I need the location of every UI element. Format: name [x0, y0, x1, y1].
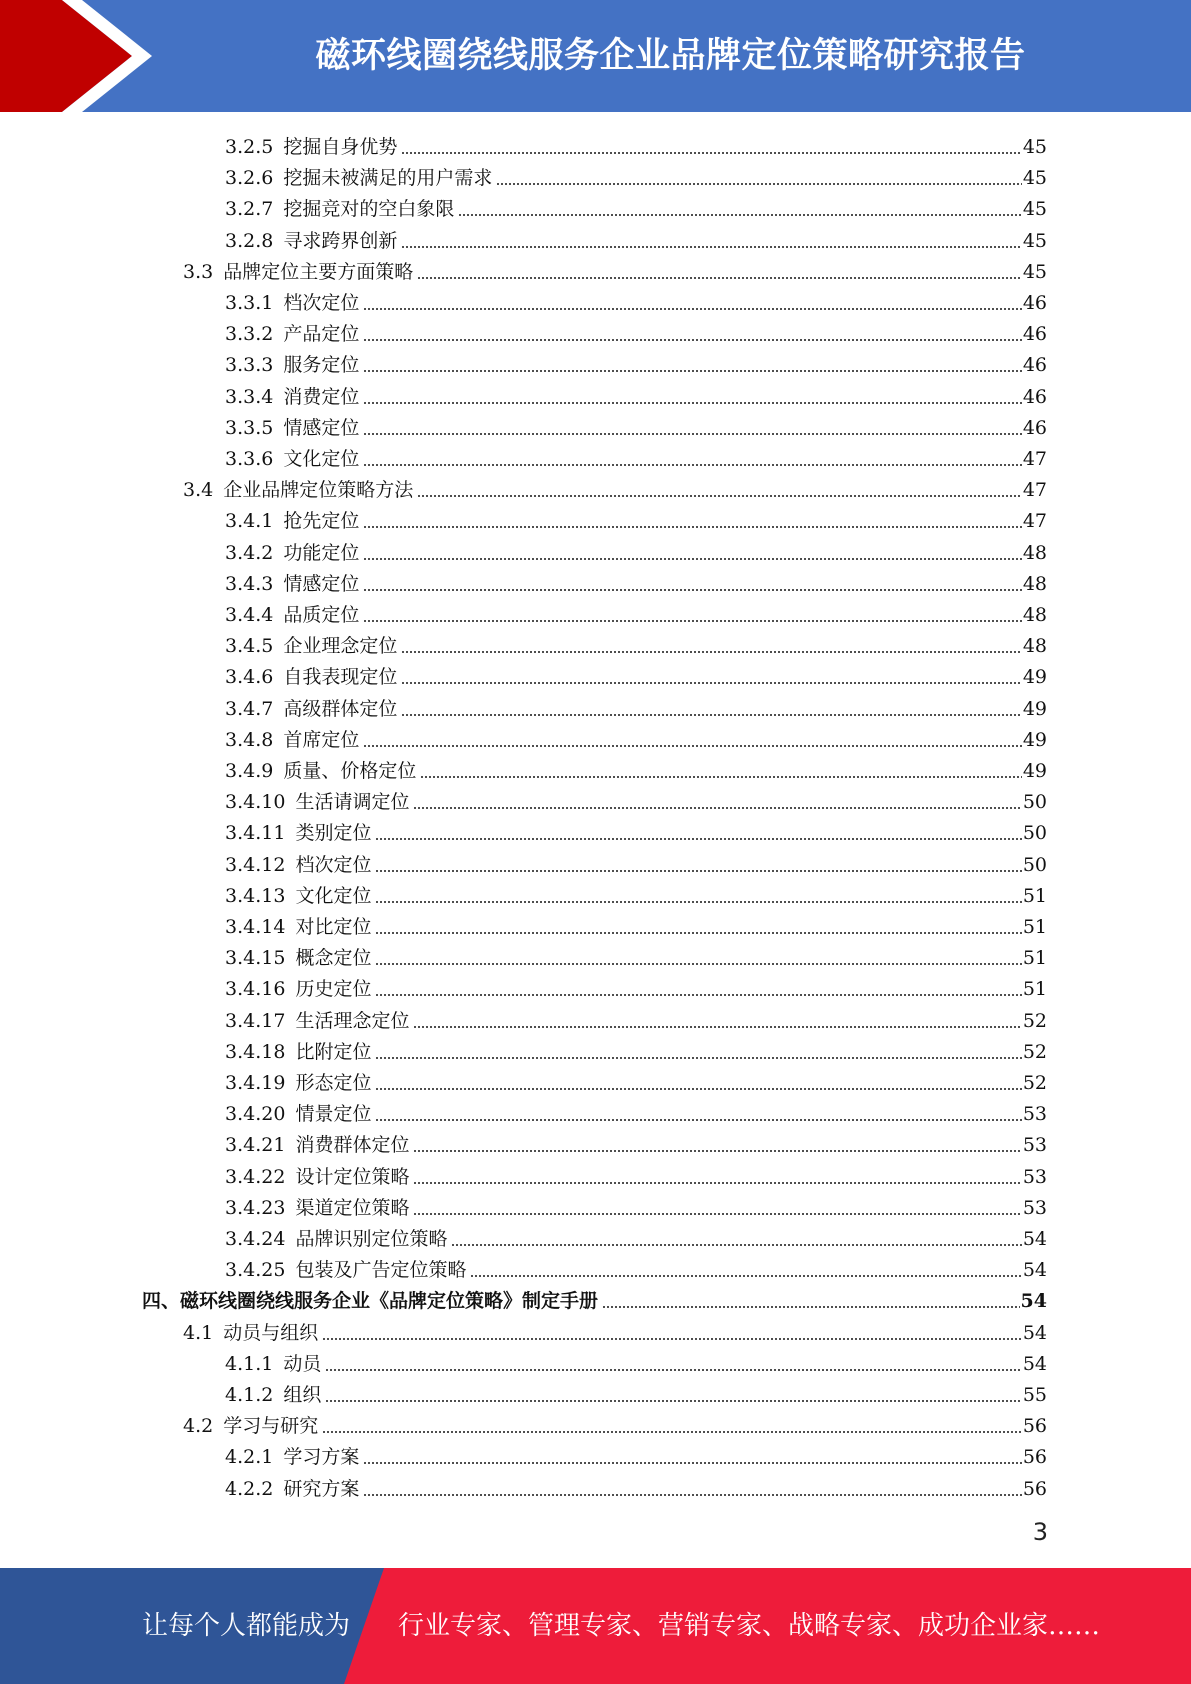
toc-entry[interactable]	[0, 471, 1047, 502]
toc-entry-page: 52	[1022, 1009, 1047, 1032]
toc-dot-leader	[413, 1150, 1021, 1152]
toc-entry[interactable]	[0, 1376, 1047, 1407]
toc-entry-title: 生活理念定位	[295, 1009, 410, 1032]
footer-slogan-left: 让每个人都能成为	[142, 1611, 351, 1641]
toc-entry[interactable]	[0, 1095, 1047, 1126]
toc-entry[interactable]	[0, 1438, 1047, 1469]
toc-entry-title: 抢先定位	[283, 510, 360, 533]
toc-entry[interactable]	[0, 378, 1047, 409]
toc-entry-page: 45	[1022, 167, 1047, 190]
toc-entry-title: 情感定位	[283, 416, 360, 439]
toc-entry-page: 48	[1022, 635, 1047, 658]
toc-entry[interactable]	[0, 1189, 1047, 1220]
toc-dot-leader	[420, 776, 1021, 778]
toc-dot-leader	[363, 745, 1021, 747]
toc-entry[interactable]	[0, 1470, 1047, 1501]
toc-entry-number: 3.4.9	[225, 760, 274, 782]
toc-dot-leader	[363, 1494, 1021, 1496]
toc-dot-leader	[413, 1026, 1021, 1028]
toc-entry-title: 概念定位	[295, 947, 372, 970]
toc-entry-title: 学习方案	[283, 1446, 360, 1469]
toc-entry-page: 54	[1022, 1228, 1047, 1250]
toc-entry-number: 3.4.11	[225, 822, 286, 845]
toc-entry-title: 组织	[283, 1384, 322, 1406]
toc-entry-title: 生活请调定位	[295, 791, 410, 814]
toc-entry-number: 3.4	[183, 479, 214, 502]
toc-dot-leader	[363, 589, 1021, 591]
toc-entry-page: 51	[1022, 947, 1047, 970]
toc-entry-number: 3.4.10	[225, 791, 286, 814]
toc-dot-leader	[363, 526, 1021, 528]
toc-entry-page: 54	[1022, 1321, 1047, 1344]
toc-entry[interactable]	[0, 1407, 1047, 1438]
toc-entry-number: 4.1.1	[225, 1352, 274, 1375]
toc-entry-number: 3.3.5	[225, 416, 274, 439]
toc-entry-title: 文化定位	[295, 884, 372, 907]
toc-entry-page: 47	[1022, 510, 1047, 533]
toc-entry-page: 48	[1022, 572, 1047, 595]
toc-entry-title: 四、磁环线圈绕线服务企业《品牌定位策略》制定手册	[142, 1290, 599, 1313]
toc-entry[interactable]	[0, 627, 1047, 658]
toc-entry-title: 历史定位	[295, 978, 372, 1001]
toc-entry-number: 3.4.3	[225, 572, 274, 595]
toc-entry[interactable]	[0, 159, 1047, 190]
toc-entry-page: 45	[1022, 136, 1047, 158]
toc-entry[interactable]	[0, 846, 1047, 877]
toc-dot-leader	[363, 558, 1021, 560]
toc-dot-leader	[322, 1338, 1022, 1340]
toc-entry-number: 3.2.7	[225, 198, 274, 221]
toc-entry-page: 53	[1022, 1196, 1047, 1219]
toc-entry-page: 56	[1022, 1446, 1047, 1469]
toc-entry-page: 48	[1022, 541, 1047, 564]
toc-entry-title: 功能定位	[283, 541, 360, 564]
toc-entry-title: 挖掘竞对的空白象限	[283, 198, 455, 221]
toc-entry-number: 3.4.16	[225, 978, 286, 1001]
footer-slogan-right: 行业专家、管理专家、营销专家、战略专家、成功企业家……	[398, 1611, 1101, 1641]
toc-entry-number: 3.4.25	[225, 1259, 286, 1282]
toc-entry[interactable]	[0, 1220, 1047, 1251]
toc-entry-number: 3.4.21	[225, 1134, 286, 1157]
toc-entry[interactable]	[0, 284, 1047, 315]
toc-entry-title: 高级群体定位	[283, 697, 398, 720]
toc-entry-page: 46	[1022, 292, 1047, 314]
toc-entry-number: 3.4.6	[225, 666, 274, 689]
toc-entry-number: 4.2.1	[225, 1446, 274, 1469]
toc-entry[interactable]	[0, 877, 1047, 908]
toc-entry-number: 4.2.2	[225, 1477, 274, 1500]
toc-entry-page: 46	[1022, 323, 1047, 346]
toc-entry-number: 3.3.6	[225, 448, 274, 470]
toc-entry-title: 品牌识别定位策略	[295, 1228, 448, 1250]
toc-entry-number: 3.4.17	[225, 1009, 286, 1032]
toc-entry-page: 53	[1022, 1134, 1047, 1157]
toc-entry[interactable]	[0, 1314, 1047, 1345]
toc-entry-title: 产品定位	[283, 323, 360, 346]
toc-entry-title: 类别定位	[295, 822, 372, 845]
toc-entry-page: 53	[1022, 1165, 1047, 1188]
toc-entry-page: 49	[1022, 666, 1047, 689]
toc-entry-page: 54	[1022, 1352, 1047, 1375]
toc-entry-number: 3.4.5	[225, 635, 274, 658]
toc-entry-title: 设计定位策略	[295, 1165, 410, 1188]
toc-entry[interactable]	[0, 1126, 1047, 1157]
toc-entry[interactable]	[0, 658, 1047, 689]
toc-entry[interactable]	[0, 1158, 1047, 1189]
toc-dot-leader	[375, 1057, 1021, 1059]
toc-dot-leader	[375, 994, 1021, 996]
toc-entry[interactable]	[0, 939, 1047, 970]
toc-entry[interactable]	[0, 690, 1047, 721]
toc-entry[interactable]	[0, 440, 1047, 471]
toc-entry-title: 寻求跨界创新	[283, 229, 398, 252]
toc-dot-leader	[401, 246, 1021, 248]
toc-entry-number: 3.4.13	[225, 884, 286, 907]
toc-entry-page: 45	[1022, 229, 1047, 252]
toc-entry[interactable]	[0, 1033, 1047, 1064]
toc-entry[interactable]	[0, 565, 1047, 596]
toc-dot-leader	[375, 838, 1021, 840]
toc-entry-page: 56	[1022, 1415, 1047, 1438]
page-header	[0, 0, 1191, 112]
toc-dot-leader	[496, 183, 1021, 185]
toc-entry-title: 服务定位	[283, 354, 360, 377]
toc-dot-leader	[375, 963, 1021, 965]
toc-dot-leader	[375, 932, 1021, 934]
toc-entry-page: 47	[1022, 448, 1047, 470]
toc-entry-page: 49	[1022, 697, 1047, 720]
toc-dot-leader	[401, 651, 1021, 653]
toc-entry-title: 质量、价格定位	[283, 760, 417, 782]
toc-entry-title: 文化定位	[283, 448, 360, 470]
toc-dot-leader	[325, 1369, 1021, 1371]
toc-entry[interactable]	[0, 253, 1047, 284]
toc-entry-number: 3.3.3	[225, 354, 274, 377]
report-title: 磁环线圈绕线服务企业品牌定位策略研究报告	[315, 36, 1026, 76]
toc-entry-page: 45	[1022, 198, 1047, 221]
header-chevron-decoration	[0, 0, 160, 112]
toc-entry-page: 46	[1022, 416, 1047, 439]
toc-entry[interactable]	[0, 346, 1047, 377]
toc-dot-leader	[363, 1462, 1021, 1464]
toc-dot-leader	[401, 682, 1021, 684]
toc-dot-leader	[417, 495, 1022, 497]
toc-entry-page: 55	[1022, 1384, 1047, 1406]
toc-entry-title: 动员	[283, 1352, 322, 1375]
toc-entry[interactable]	[0, 222, 1047, 253]
toc-entry-number: 3.4.24	[225, 1228, 286, 1250]
toc-entry[interactable]	[0, 783, 1047, 814]
toc-entry-page: 52	[1022, 1040, 1047, 1063]
toc-entry-number: 4.1	[183, 1321, 214, 1344]
toc-entry-number: 4.2	[183, 1415, 214, 1438]
toc-entry-title: 比附定位	[295, 1040, 372, 1063]
toc-dot-leader	[413, 1213, 1021, 1215]
toc-dot-leader	[375, 1088, 1021, 1090]
toc-entry-page: 50	[1022, 853, 1047, 876]
toc-entry-title: 包装及广告定位策略	[295, 1259, 467, 1282]
toc-entry-page: 45	[1022, 260, 1047, 283]
toc-entry[interactable]	[0, 596, 1047, 627]
toc-dot-leader	[375, 901, 1021, 903]
toc-entry-page: 51	[1022, 916, 1047, 938]
toc-entry-page: 49	[1022, 760, 1047, 782]
toc-entry-page: 49	[1022, 728, 1047, 751]
toc-entry-number: 3.3.4	[225, 385, 274, 408]
toc-entry-number: 3.4.15	[225, 947, 286, 970]
toc-dot-leader	[401, 714, 1021, 716]
toc-entry-title: 首席定位	[283, 728, 360, 751]
toc-entry-title: 渠道定位策略	[295, 1196, 410, 1219]
toc-dot-leader	[451, 1244, 1021, 1246]
toc-entry-number: 3.4.7	[225, 697, 274, 720]
toc-entry-number: 3.4.1	[225, 510, 274, 533]
toc-entry[interactable]	[0, 1251, 1047, 1282]
toc-entry-title: 学习与研究	[223, 1415, 319, 1438]
toc-dot-leader	[413, 807, 1021, 809]
toc-entry-number: 3.4.8	[225, 728, 274, 751]
toc-entry[interactable]	[0, 814, 1047, 845]
toc-entry-title: 情感定位	[283, 572, 360, 595]
toc-dot-leader	[413, 1182, 1021, 1184]
toc-dot-leader	[375, 870, 1021, 872]
toc-entry-page: 52	[1022, 1072, 1047, 1094]
toc-entry-title: 消费群体定位	[295, 1134, 410, 1157]
toc-entry-title: 挖掘自身优势	[283, 136, 398, 158]
toc-entry-page: 54	[1020, 1290, 1047, 1313]
toc-entry-number: 3.4.14	[225, 916, 286, 938]
toc-entry-page: 51	[1022, 884, 1047, 907]
toc-entry[interactable]	[0, 908, 1047, 939]
toc-entry-page: 48	[1022, 604, 1047, 626]
toc-entry-title: 品质定位	[283, 604, 360, 626]
toc-entry-number: 3.3.2	[225, 323, 274, 346]
toc-entry-page: 56	[1022, 1477, 1047, 1500]
toc-dot-leader	[363, 620, 1021, 622]
toc-entry[interactable]	[0, 315, 1047, 346]
toc-entry-title: 挖掘未被满足的用户需求	[283, 167, 493, 190]
toc-entry[interactable]	[0, 1282, 1047, 1313]
page-footer	[0, 1568, 1191, 1684]
toc-dot-leader	[322, 1431, 1022, 1433]
toc-entry-page: 50	[1022, 822, 1047, 845]
toc-entry-number: 3.4.19	[225, 1072, 286, 1094]
toc-entry-number: 3.2.6	[225, 167, 274, 190]
toc-entry-page: 51	[1022, 978, 1047, 1001]
toc-entry-number: 3.4.22	[225, 1165, 286, 1188]
toc-entry-number: 3.4.20	[225, 1103, 286, 1126]
toc-entry[interactable]	[0, 752, 1047, 783]
toc-entry[interactable]	[0, 970, 1047, 1001]
toc-dot-leader	[325, 1400, 1021, 1402]
toc-entry-number: 3.3.1	[225, 292, 274, 314]
toc-entry-page: 46	[1022, 385, 1047, 408]
toc-dot-leader	[417, 277, 1022, 279]
toc-entry-title: 档次定位	[295, 853, 372, 876]
toc-dot-leader	[363, 370, 1021, 372]
toc-entry[interactable]	[0, 1345, 1047, 1376]
toc-dot-leader	[363, 433, 1021, 435]
toc-entry-title: 情景定位	[295, 1103, 372, 1126]
toc-entry-number: 3.4.4	[225, 604, 274, 626]
toc-entry-title: 形态定位	[295, 1072, 372, 1094]
toc-entry[interactable]	[0, 409, 1047, 440]
toc-entry-title: 研究方案	[283, 1477, 360, 1500]
toc-entry-page: 53	[1022, 1103, 1047, 1126]
toc-entry-title: 对比定位	[295, 916, 372, 938]
toc-dot-leader	[458, 214, 1021, 216]
toc-entry-page: 50	[1022, 791, 1047, 814]
toc-dot-leader	[363, 402, 1021, 404]
toc-entry[interactable]	[0, 128, 1047, 159]
toc-dot-leader	[363, 339, 1021, 341]
toc-entry-number: 3.4.12	[225, 853, 286, 876]
toc-entry[interactable]	[0, 721, 1047, 752]
page-number: 3	[1032, 1518, 1048, 1546]
toc-entry-number: 3.3	[183, 260, 214, 283]
toc-entry-page: 54	[1022, 1259, 1047, 1282]
toc-entry-title: 品牌定位主要方面策略	[223, 260, 414, 283]
toc-dot-leader	[363, 308, 1021, 310]
toc-dot-leader	[602, 1306, 1020, 1308]
toc-entry[interactable]	[0, 1064, 1047, 1095]
toc-dot-leader	[375, 1119, 1021, 1121]
toc-entry[interactable]	[0, 502, 1047, 533]
toc-entry-number: 3.4.18	[225, 1040, 286, 1063]
toc-entry-title: 消费定位	[283, 385, 360, 408]
toc-entry-number: 3.4.2	[225, 541, 274, 564]
toc-entry[interactable]	[0, 534, 1047, 565]
toc-dot-leader	[401, 152, 1021, 154]
toc-entry-title: 动员与组织	[223, 1321, 319, 1344]
toc-dot-leader	[470, 1275, 1021, 1277]
toc-entry-number: 3.4.23	[225, 1196, 286, 1219]
toc-entry-page: 46	[1022, 354, 1047, 377]
toc-entry[interactable]	[0, 190, 1047, 221]
toc-entry-number: 3.2.8	[225, 229, 274, 252]
toc-dot-leader	[363, 464, 1021, 466]
toc-entry-title: 自我表现定位	[283, 666, 398, 689]
toc-entry[interactable]	[0, 1002, 1047, 1033]
toc-entry-number: 4.1.2	[225, 1384, 274, 1406]
toc-entry-title: 企业品牌定位策略方法	[223, 479, 414, 502]
toc-entry-number: 3.2.5	[225, 136, 274, 158]
toc-entry-page: 47	[1022, 479, 1047, 502]
toc-entry-title: 档次定位	[283, 292, 360, 314]
toc-entry-title: 企业理念定位	[283, 635, 398, 658]
